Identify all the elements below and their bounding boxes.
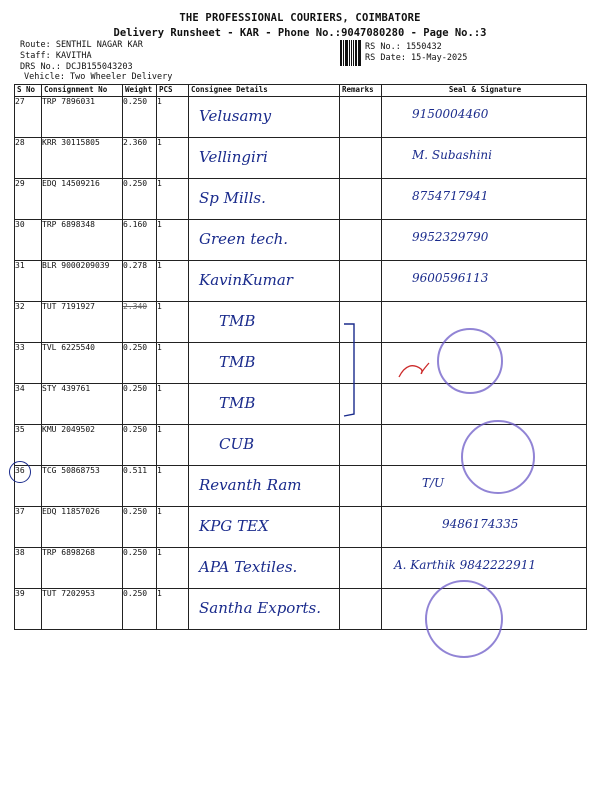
row-weight: 0.250 — [123, 343, 157, 384]
row-consignment: EDQ 14509216 — [42, 179, 123, 220]
consignee-handwriting: TMB — [219, 394, 256, 412]
row-circle-mark — [9, 461, 31, 483]
row-pcs: 1 — [157, 548, 189, 589]
row-consignee — [189, 548, 340, 589]
row-weight: 2.340 — [123, 302, 157, 343]
row-consignment: KRR 30115805 — [42, 138, 123, 179]
row-consignment: TRP 7896031 — [42, 97, 123, 138]
row-consignment: TCG 50868753 — [42, 466, 123, 507]
rs-number: RS No.: 1550432 — [365, 42, 442, 52]
consignee-handwriting: KavinKumar — [199, 271, 293, 289]
table-row — [15, 261, 587, 302]
row-consignee — [189, 384, 340, 425]
row-pcs: 1 — [157, 466, 189, 507]
row-remarks — [340, 425, 382, 466]
row-sno: 30 — [15, 220, 42, 261]
row-consignee — [189, 425, 340, 466]
row-sno: 33 — [15, 343, 42, 384]
row-pcs: 1 — [157, 97, 189, 138]
row-remarks — [340, 466, 382, 507]
table-row — [15, 548, 587, 589]
bank-seal-stamp — [437, 328, 503, 394]
row-weight: 6.160 — [123, 220, 157, 261]
signature-handwriting: 9150004460 — [412, 107, 489, 121]
row-sno: 27 — [15, 97, 42, 138]
row-remarks — [340, 548, 382, 589]
company-title: THE PROFESSIONAL COURIERS, COIMBATORE — [179, 12, 421, 24]
row-weight: 0.250 — [123, 507, 157, 548]
signature-handwriting: 9952329790 — [412, 230, 489, 244]
row-weight: 0.250 — [123, 384, 157, 425]
row-consignee — [189, 589, 340, 630]
signature-handwriting: 8754717941 — [412, 189, 489, 203]
row-consignment: KMU 2049502 — [42, 425, 123, 466]
row-sno: 37 — [15, 507, 42, 548]
row-signature — [382, 548, 587, 589]
consignee-handwriting: APA Textiles. — [199, 558, 298, 576]
row-pcs: 1 — [157, 343, 189, 384]
col-weight: Weight — [123, 85, 157, 97]
company-seal-stamp — [461, 420, 535, 494]
row-remarks — [340, 261, 382, 302]
row-consignment: TUT 7191927 — [42, 302, 123, 343]
row-sno: 38 — [15, 548, 42, 589]
row-remarks — [340, 220, 382, 261]
row-pcs: 1 — [157, 425, 189, 466]
row-pcs: 1 — [157, 384, 189, 425]
signature-handwriting: M. Subashini — [412, 148, 492, 162]
rs-date: RS Date: 15-May-2025 — [365, 53, 468, 63]
row-sno: 31 — [15, 261, 42, 302]
row-signature — [382, 220, 587, 261]
row-sno: 29 — [15, 179, 42, 220]
consignee-handwriting: Velusamy — [199, 107, 272, 125]
row-signature — [382, 507, 587, 548]
row-weight: 0.250 — [123, 548, 157, 589]
row-weight: 0.278 — [123, 261, 157, 302]
row-consignment: TUT 7202953 — [42, 589, 123, 630]
row-consignee — [189, 302, 340, 343]
row-weight: 2.360 — [123, 138, 157, 179]
row-sno: 36 — [15, 466, 42, 507]
row-consignee — [189, 261, 340, 302]
consignee-handwriting: TMB — [219, 353, 256, 371]
row-sno: 35 — [15, 425, 42, 466]
row-remarks — [340, 507, 382, 548]
row-pcs: 1 — [157, 179, 189, 220]
row-pcs: 1 — [157, 138, 189, 179]
table-row — [15, 384, 587, 425]
row-signature — [382, 179, 587, 220]
table-row — [15, 507, 587, 548]
table-row — [15, 138, 587, 179]
row-weight: 0.250 — [123, 589, 157, 630]
row-consignee — [189, 97, 340, 138]
col-consignment: Consignment No — [42, 85, 123, 97]
row-consignee — [189, 138, 340, 179]
row-pcs: 1 — [157, 220, 189, 261]
col-pcs: PCS — [157, 85, 189, 97]
barcode — [340, 40, 362, 66]
signature-handwriting: 9600596113 — [412, 271, 489, 285]
row-weight: 0.250 — [123, 97, 157, 138]
row-consignee — [189, 343, 340, 384]
row-consignment: STY 439761 — [42, 384, 123, 425]
row-sno: 32 — [15, 302, 42, 343]
table-row — [15, 302, 587, 343]
row-signature — [382, 97, 587, 138]
signature-handwriting: 9486174335 — [442, 517, 519, 531]
row-remarks — [340, 97, 382, 138]
route-label: Route: SENTHIL NAGAR KAR — [20, 40, 143, 50]
col-remarks: Remarks — [340, 85, 382, 97]
consignee-handwriting: Revanth Ram — [199, 476, 302, 494]
row-consignee — [189, 179, 340, 220]
row-consignment: TRP 6898348 — [42, 220, 123, 261]
consignee-handwriting: Green tech. — [199, 230, 289, 248]
row-consignee — [189, 507, 340, 548]
row-consignment: EDQ 11857026 — [42, 507, 123, 548]
row-pcs: 1 — [157, 589, 189, 630]
row-consignee — [189, 220, 340, 261]
row-consignment: TVL 6225540 — [42, 343, 123, 384]
staff-label: Staff: KAVITHA — [20, 51, 92, 61]
row-weight: 0.511 — [123, 466, 157, 507]
row-pcs: 1 — [157, 261, 189, 302]
col-signature: Seal & Signature — [382, 85, 587, 97]
row-consignee — [189, 466, 340, 507]
table-row — [15, 220, 587, 261]
signature-handwriting: A. Karthik 9842222911 — [394, 558, 536, 572]
signature-handwriting: T/U — [422, 476, 445, 490]
col-sno: S No — [15, 85, 42, 97]
row-remarks — [340, 138, 382, 179]
runsheet-subtitle: Delivery Runsheet - KAR - Phone No.:9047080280 - Page No.:3 — [113, 27, 487, 39]
consignee-handwriting: Sp Mills. — [199, 189, 266, 207]
consignee-handwriting: KPG TEX — [199, 517, 269, 535]
bracket-mark — [340, 320, 364, 420]
consignee-handwriting: TMB — [219, 312, 256, 330]
row-remarks — [340, 179, 382, 220]
consignee-handwriting: CUB — [219, 435, 255, 453]
drs-label: DRS No.: DCJB155043203 — [20, 62, 133, 72]
table-row — [15, 179, 587, 220]
red-scribble-mark — [395, 355, 435, 385]
row-weight: 0.250 — [123, 425, 157, 466]
spinning-mills-seal-stamp — [425, 580, 503, 658]
row-pcs: 1 — [157, 302, 189, 343]
row-signature — [382, 138, 587, 179]
consignee-handwriting: Santha Exports. — [199, 599, 321, 617]
row-sno: 39 — [15, 589, 42, 630]
row-pcs: 1 — [157, 507, 189, 548]
col-consignee: Consignee Details — [189, 85, 340, 97]
table-row — [15, 97, 587, 138]
consignee-handwriting: Vellingiri — [199, 148, 268, 166]
row-remarks — [340, 589, 382, 630]
row-sno: 34 — [15, 384, 42, 425]
vehicle-label: Vehicle: Two Wheeler Delivery — [24, 72, 173, 82]
row-sno: 28 — [15, 138, 42, 179]
table-header-row — [15, 85, 587, 97]
row-consignment: BLR 9000209039 — [42, 261, 123, 302]
row-consignment: TRP 6898268 — [42, 548, 123, 589]
row-signature — [382, 261, 587, 302]
row-weight: 0.250 — [123, 179, 157, 220]
